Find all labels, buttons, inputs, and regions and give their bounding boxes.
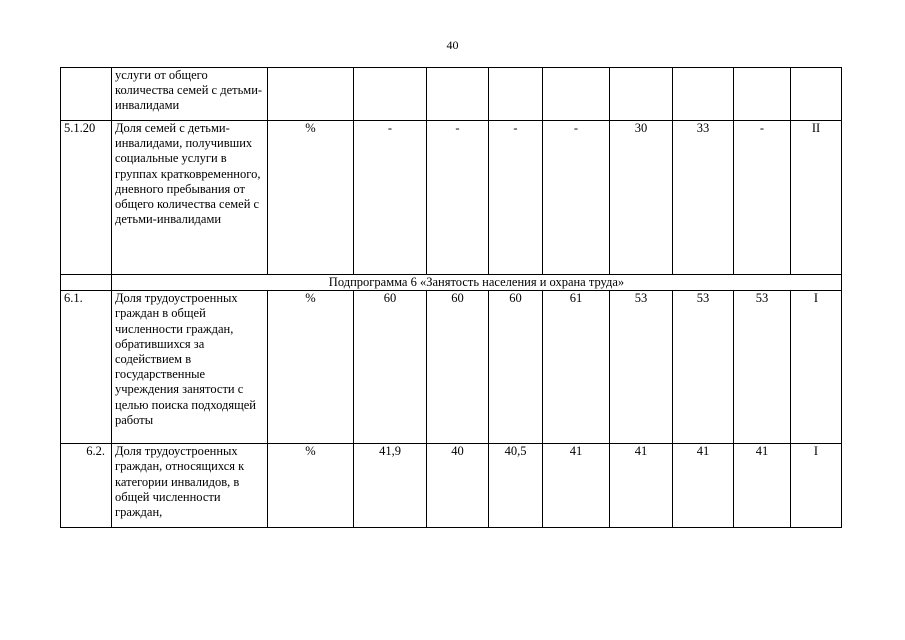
value-cell: 41,9 (354, 444, 427, 528)
value-cell: 41 (734, 444, 791, 528)
value-cell (734, 68, 791, 121)
value-cell: 33 (673, 121, 734, 275)
value-cell (543, 68, 610, 121)
section-title: Подпрограмма 6 «Занятость населения и охрана труда» (112, 275, 842, 291)
value-cell (354, 68, 427, 121)
table-row (61, 444, 842, 528)
value-cell (673, 68, 734, 121)
value-cell: 40 (427, 444, 489, 528)
value-cell: - (354, 121, 427, 275)
value-cell (427, 68, 489, 121)
table-row (61, 68, 842, 121)
row-number-cell (61, 68, 112, 121)
value-cell: 60 (354, 291, 427, 444)
row-number-cell: 6.1. (61, 291, 112, 444)
value-cell: - (543, 121, 610, 275)
value-cell: 60 (489, 291, 543, 444)
value-cell: 53 (734, 291, 791, 444)
value-cell: 61 (543, 291, 610, 444)
unit-cell: % (268, 444, 354, 528)
indicator-name-cell: Доля трудоустроенных граждан, относящихся к категории инвалидов, в общей численности граждан, (112, 444, 268, 528)
indicator-name-cell: Доля трудоустроенных граждан в общей численности граждан, обратившихся за содействием в государственные учреждения занятости с целью поиска подходящей работы (112, 291, 268, 444)
indicator-name-cell: услуги от общего количества семей с детьми-инвалидами (112, 68, 268, 121)
row-number-cell: 6.2. (61, 444, 112, 528)
value-cell: 53 (610, 291, 673, 444)
value-cell: I (791, 291, 842, 444)
value-cell: 60 (427, 291, 489, 444)
unit-cell: % (268, 121, 354, 275)
value-cell: 41 (673, 444, 734, 528)
row-number-cell: 5.1.20 (61, 121, 112, 275)
value-cell: - (489, 121, 543, 275)
section-row (61, 275, 842, 291)
unit-cell (268, 68, 354, 121)
value-cell: 30 (610, 121, 673, 275)
value-cell (489, 68, 543, 121)
indicator-name-cell: Доля семей с детьми-инвалидами, получивших социальные услуги в группах кратковременного, дневного пребывания от общего количества семей с детьми-инвалидами (112, 121, 268, 275)
value-cell: I (791, 444, 842, 528)
value-cell: 41 (610, 444, 673, 528)
unit-cell: % (268, 291, 354, 444)
table-row (61, 291, 842, 444)
value-cell: - (427, 121, 489, 275)
value-cell (791, 68, 842, 121)
value-cell (610, 68, 673, 121)
value-cell: 41 (543, 444, 610, 528)
value-cell: 53 (673, 291, 734, 444)
value-cell: - (734, 121, 791, 275)
page-number: 40 (446, 38, 459, 52)
value-cell: 40,5 (489, 444, 543, 528)
indicators-table (60, 67, 842, 528)
table-row (61, 121, 842, 275)
row-number-cell (61, 275, 112, 291)
value-cell: II (791, 121, 842, 275)
